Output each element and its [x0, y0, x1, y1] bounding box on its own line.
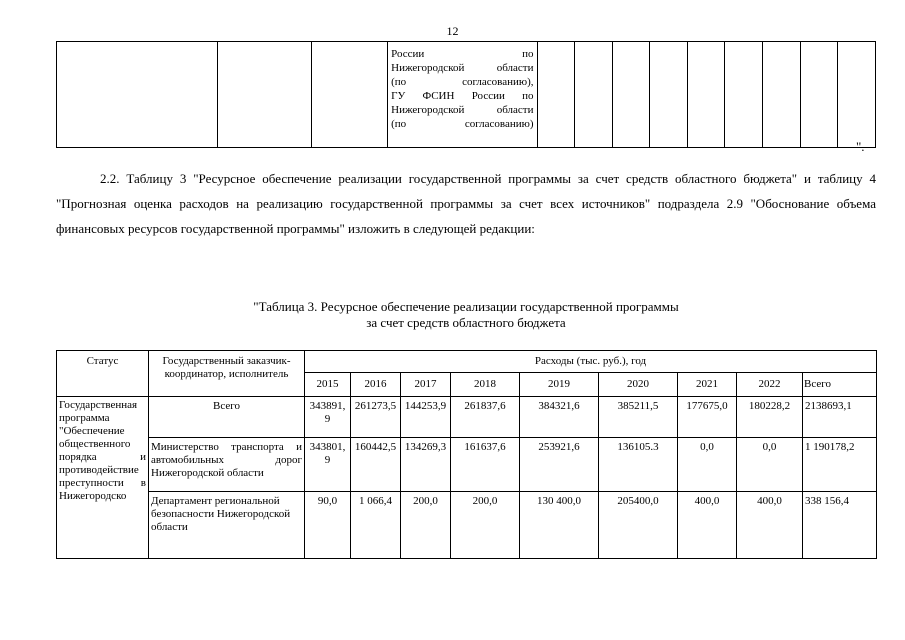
- value-cell: 2138693,1: [803, 397, 877, 438]
- paragraph-text: 2.2. Таблицу 3 "Ресурсное обеспечение реализации государственной программы за счет средств областного бюджета" и таблицу 4 "Прогнозная оценка расходов на реализацию государственной программы за счет всех источников" подраздела 2.9 "Обоснование объема финансовых ресурсов государственной программы" изложить в следующей редакции:: [56, 171, 876, 236]
- executor-cell: Департамент региональной безопасности Нижегородской области: [149, 492, 305, 559]
- year-cell: 2016: [351, 373, 401, 397]
- value-cell: 1 066,4: [351, 492, 401, 559]
- value-cell: 1 190178,2: [803, 438, 877, 492]
- page-number: 12: [446, 24, 459, 38]
- value-cell: 136105.3: [599, 438, 678, 492]
- value-cell: 180228,2: [737, 397, 803, 438]
- cont-cell: [537, 42, 575, 148]
- value-cell: 385211,5: [599, 397, 678, 438]
- table-row: [57, 492, 877, 559]
- org-line: России по: [391, 48, 534, 60]
- cont-cell: [650, 42, 688, 148]
- value-cell: 384321,6: [520, 397, 599, 438]
- continuation-table: [56, 41, 876, 148]
- org-line: (по согласованию): [391, 118, 534, 130]
- cont-cell: [763, 42, 801, 148]
- org-line: ГУ ФСИН России по: [391, 90, 534, 102]
- value-cell: 0,0: [737, 438, 803, 492]
- value-cell: 200,0: [451, 492, 520, 559]
- cont-cell: [725, 42, 763, 148]
- value-cell: 130 400,0: [520, 492, 599, 559]
- year-cell: 2019: [520, 373, 599, 397]
- executor-cell: Всего: [149, 397, 305, 438]
- closing-quote: ".: [856, 139, 865, 154]
- year-cell: 2020: [599, 373, 678, 397]
- cont-cell: [687, 42, 725, 148]
- org-line: (по согласованию),: [391, 76, 534, 88]
- value-cell: 205400,0: [599, 492, 678, 559]
- cont-cell: [575, 42, 613, 148]
- table-row: [57, 438, 877, 492]
- header-row: [57, 351, 877, 373]
- value-cell: 0,0: [678, 438, 737, 492]
- header-status: Статус: [57, 351, 149, 397]
- table-title-line-1: "Таблица 3. Ресурсное обеспечение реализации государственной программы: [253, 299, 679, 314]
- year-cell: 2022: [737, 373, 803, 397]
- cont-cell: [612, 42, 650, 148]
- org-line: Нижегородской области: [391, 104, 534, 116]
- header-expenses: Расходы (тыс. руб.), год: [305, 351, 877, 373]
- cont-cell: [800, 42, 838, 148]
- value-cell: 90,0: [305, 492, 351, 559]
- resource-table: [56, 350, 877, 559]
- cont-organization-cell: [388, 42, 537, 148]
- cont-cell: [838, 42, 876, 148]
- table-title: [56, 299, 876, 331]
- cont-cell: [57, 42, 218, 148]
- year-cell: 2015: [305, 373, 351, 397]
- value-cell: 338 156,4: [803, 492, 877, 559]
- amendment-paragraph: [56, 166, 876, 241]
- year-cell: 2021: [678, 373, 737, 397]
- year-cell: 2018: [451, 373, 520, 397]
- value-cell: 400,0: [737, 492, 803, 559]
- value-cell: 161637,6: [451, 438, 520, 492]
- year-total-cell: Всего: [803, 373, 877, 397]
- value-cell: 343801,9: [305, 438, 351, 492]
- value-cell: 400,0: [678, 492, 737, 559]
- value-cell: 144253,9: [401, 397, 451, 438]
- continuation-row: [57, 42, 876, 148]
- org-line: Нижегородской области: [391, 62, 534, 74]
- status-text: Государственная программа "Обеспечение общественного порядка и противодействие преступности в Нижегородско: [59, 399, 146, 502]
- header-customer: Государственный заказчик-координатор, исполнитель: [149, 351, 305, 397]
- value-cell: 160442,5: [351, 438, 401, 492]
- cont-cell: [217, 42, 311, 148]
- cont-cell: [311, 42, 387, 148]
- value-cell: 343891,9: [305, 397, 351, 438]
- value-cell: 253921,6: [520, 438, 599, 492]
- value-cell: 177675,0: [678, 397, 737, 438]
- value-cell: 261273,5: [351, 397, 401, 438]
- value-cell: 261837,6: [451, 397, 520, 438]
- table-title-line-2: за счет средств областного бюджета: [366, 315, 566, 330]
- value-cell: 200,0: [401, 492, 451, 559]
- executor-cell: Министерство транспорта и автомобильных дорог Нижегородской области: [149, 438, 305, 492]
- table-row: [57, 397, 877, 438]
- year-cell: 2017: [401, 373, 451, 397]
- status-cell: [57, 397, 149, 559]
- value-cell: 134269,3: [401, 438, 451, 492]
